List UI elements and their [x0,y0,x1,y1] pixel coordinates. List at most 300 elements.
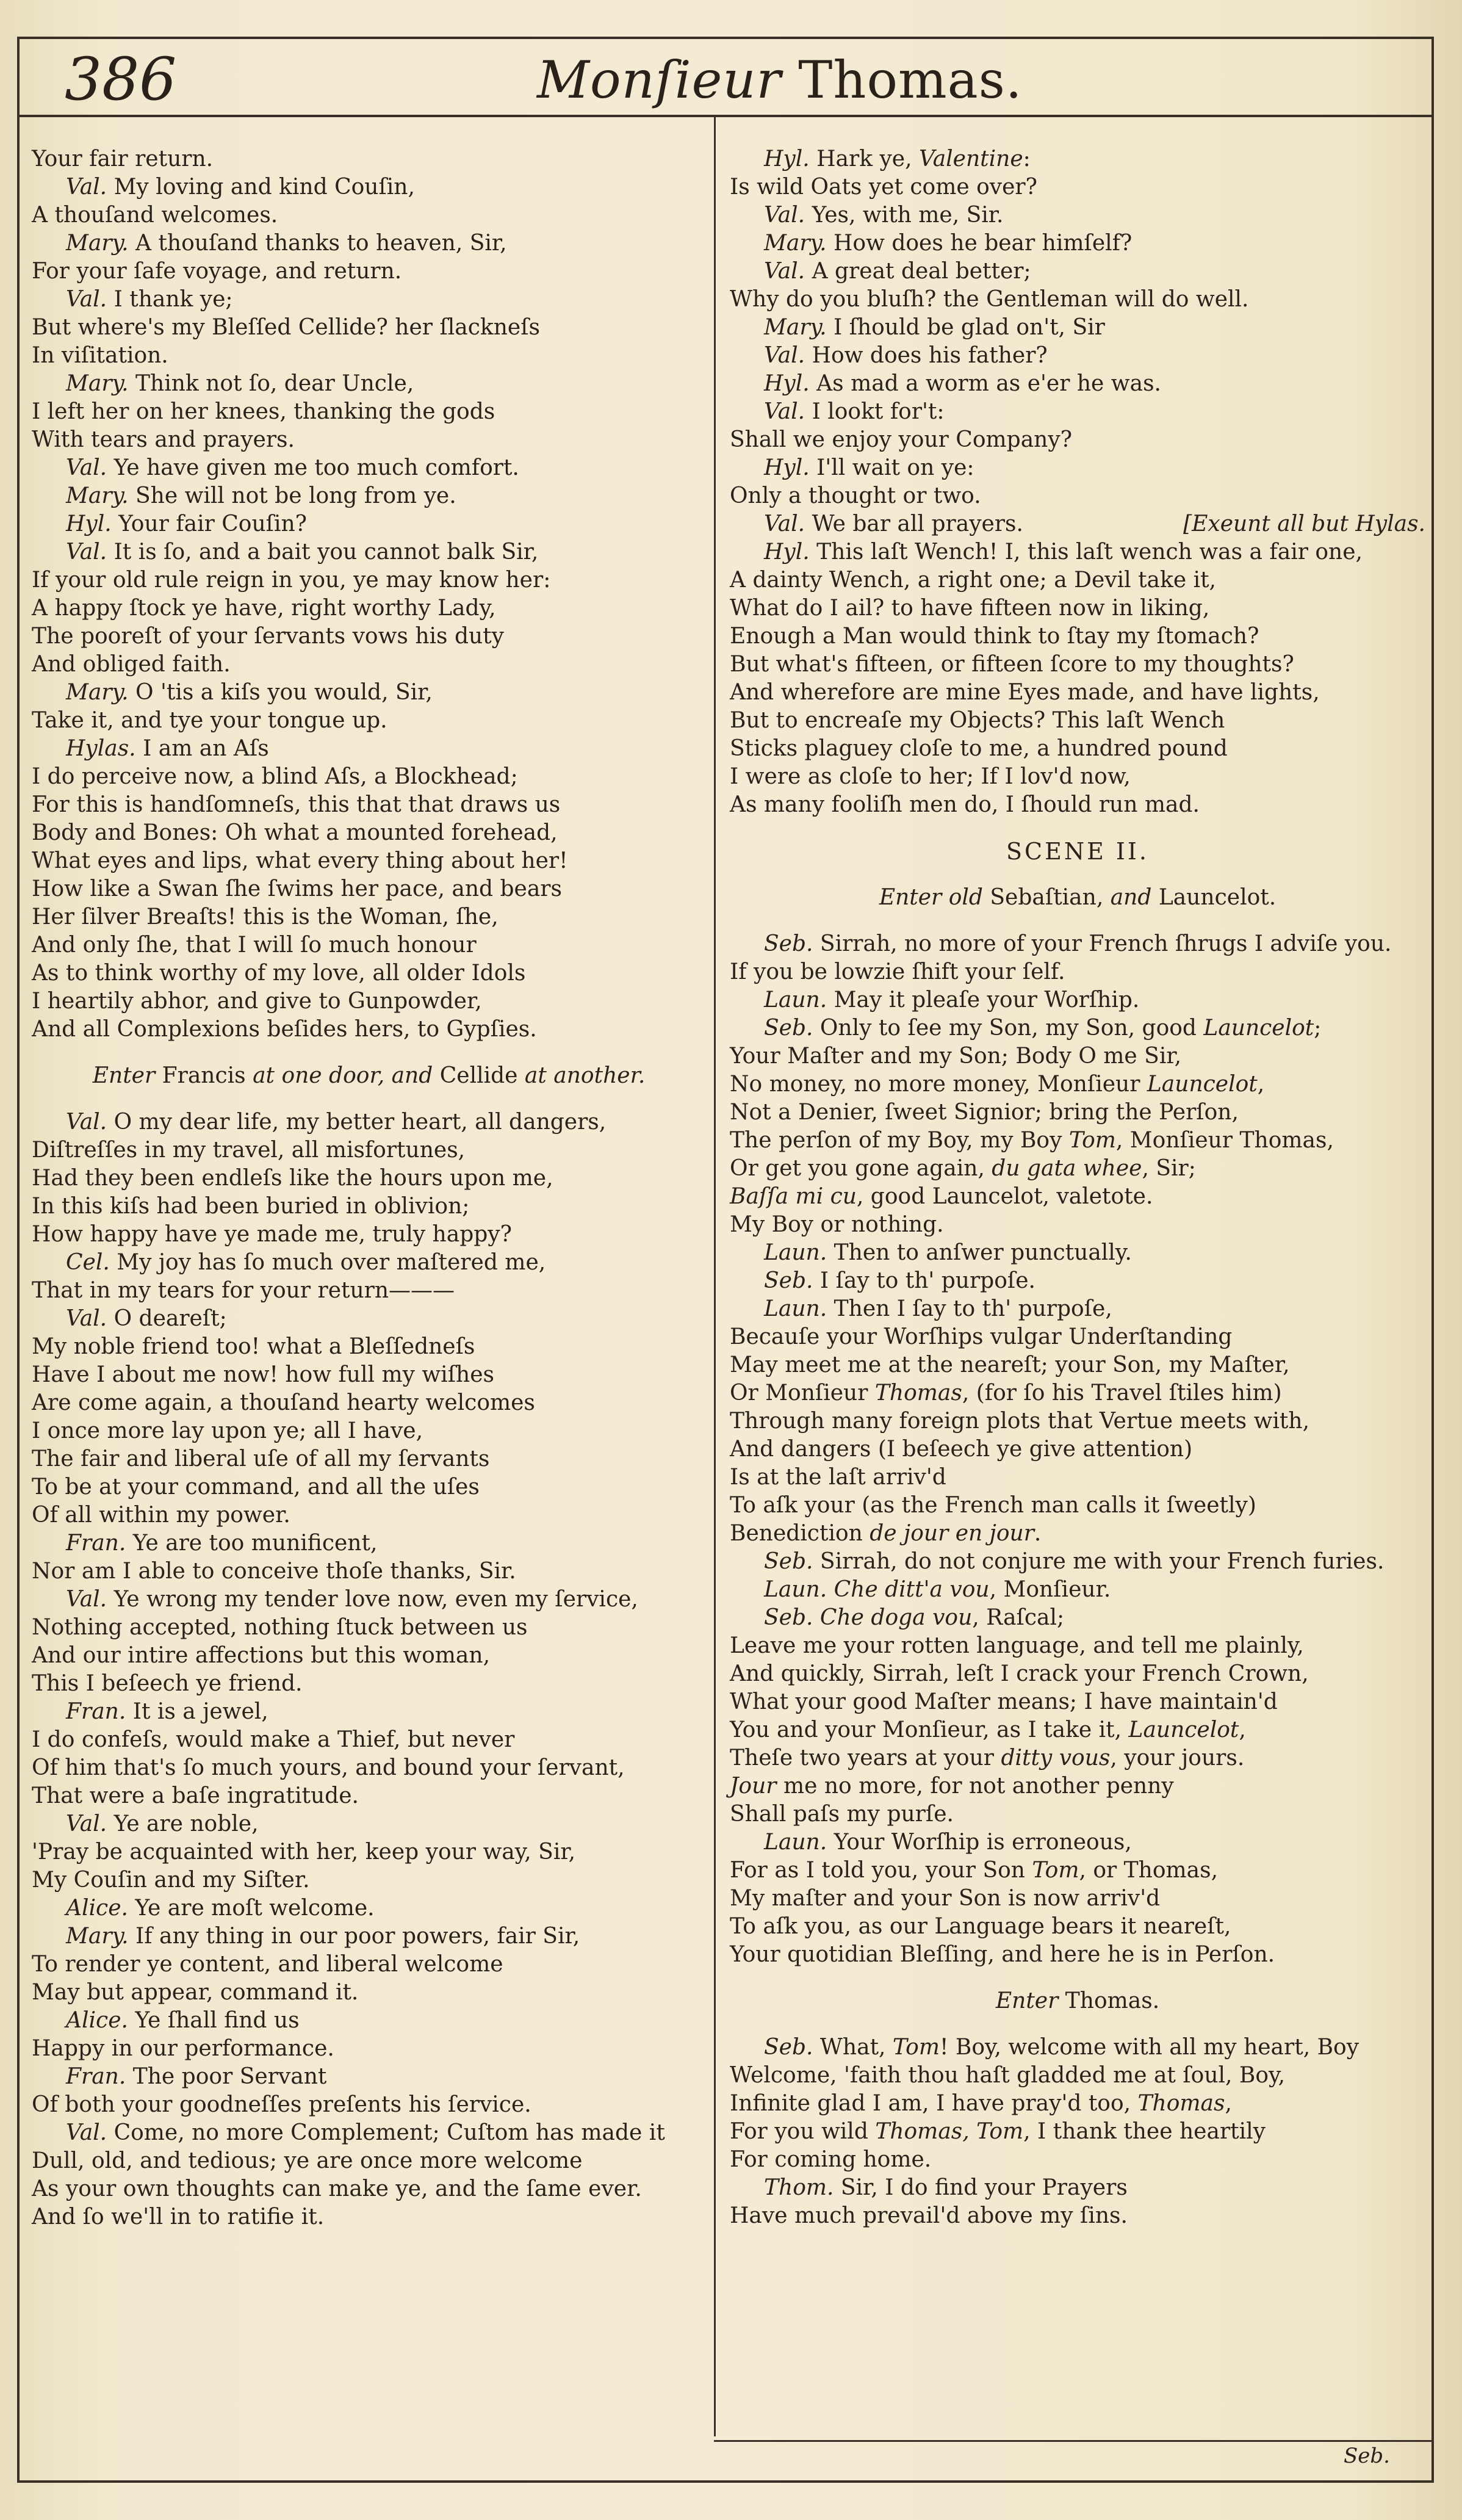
verse-line [730,1351,1425,1379]
verse-line [32,594,706,623]
speaker-name: Laun. [764,1830,827,1855]
verse-line [32,763,706,791]
line-text: A thouſand thanks to heaven, Sir, [128,231,507,256]
speech-line [32,1529,706,1558]
line-text: And only ſhe, that I will ſo much honour [32,933,477,958]
line-text: And dangers (I beſeech ye give attention) [730,1437,1193,1462]
verse-line [32,426,706,454]
speech-line [32,1894,706,1922]
verse-line [32,707,706,735]
verse-line [730,1127,1425,1155]
speaker-name: Val. [66,2120,107,2145]
speaker-name: Alice. [66,1896,128,1921]
footer-rule [714,2440,1431,2442]
verse-line [32,875,706,903]
right-column [730,145,1425,2230]
italic-name: Jour [730,1774,777,1799]
line-text: And obliged faith. [32,652,231,677]
line-text: How like a Swan ſhe ſwims her pace, and bears [32,876,562,901]
stage-direction-part: and [1103,885,1159,910]
line-text: You and your Monſieur, as I take it, [730,1717,1129,1742]
verse-line [32,1726,706,1754]
line-text: But to encreaſe my Objects? This laſt Wench [730,708,1225,733]
line-text-tail: , Monſieur Thomas, [1115,1128,1334,1153]
line-text-tail: , Sir; [1142,1156,1196,1181]
verse-line [32,1951,706,1979]
verse-line [32,2091,706,2119]
verse-line [32,791,706,819]
stage-direction-part: Cellide [439,1063,518,1088]
speech-line [32,454,706,482]
verse-line [730,2090,1425,2118]
catchword: Seb. [1344,2444,1390,2468]
speaker-name: Mary. [66,680,129,705]
speech-line [730,1014,1425,1042]
italic-name: Launcelot [1128,1717,1239,1742]
line-text: How does his father? [805,343,1048,368]
line-text-tail: ; [1314,1016,1322,1041]
verse-line [32,201,706,229]
verse-line [730,1042,1425,1070]
line-text: And quickly, Sirrah, leſt I crack your French Crown, [730,1661,1309,1686]
verse-line [32,1838,706,1866]
speech-line [32,2063,706,2091]
line-text: I were as cloſe to her; If I lov'd now, [730,764,1131,789]
line-text-tail: , [1239,1717,1246,1742]
line-text-tail: , your jours. [1110,1746,1245,1771]
speaker-name: Mary. [66,1924,129,1949]
stage-direction-part: at another. [517,1063,646,1088]
verse-line [32,1193,706,1221]
verse-line [32,651,706,679]
speaker-name: Val. [764,343,805,368]
line-text: What your good Maſter means; I have maintain'd [730,1689,1278,1714]
speech-line [730,314,1425,342]
verse-line [32,2203,706,2231]
speaker-name: Hyl. [764,371,810,396]
verse-line [32,1670,706,1698]
line-text: Your fair Couſin? [111,511,307,536]
line-text: Ye are too munificent, [126,1531,378,1556]
line-text: Welcome, 'faith thou haſt gladded me at ſoul, Boy, [730,2063,1286,2088]
italic-name: Che ditt'a vou [834,1577,990,1602]
speech-line [730,145,1425,173]
verse-line [32,1782,706,1810]
verse-line [32,1979,706,2007]
verse-line [32,1136,706,1164]
line-text: This I beſeech ye friend. [32,1671,303,1696]
line-text: A dainty Wench, a right one; a Devil take it, [730,568,1216,593]
speaker-name: Val. [66,1110,107,1135]
verse-line [32,1016,706,1044]
verse-line [730,2146,1425,2174]
line-text: As to think worthy of my love, all older Idols [32,961,526,986]
verse-line [730,482,1425,510]
verse-line [730,1407,1425,1435]
verse-line [32,623,706,651]
line-text: Take it, and tye your tongue up. [32,708,387,733]
line-text: Happy in our performance. [32,2036,334,2061]
line-text: She will not be long from ye. [128,483,456,508]
speech-line [32,2119,706,2147]
line-text [827,1577,834,1602]
line-text: How happy have ye made me, truly happy? [32,1222,512,1247]
line-text: I lookt for't: [805,399,945,424]
italic-name: Che doga vou [819,1605,973,1630]
speaker-name: Alice. [66,2008,128,2033]
speaker-name: Fran. [66,1699,126,1724]
line-text-tail: . [1034,1521,1042,1546]
line-text: No money, no more money, Monſieur [730,1072,1147,1097]
line-text: My noble friend too! what a Bleſſedneſs [32,1334,475,1359]
speech-line [32,679,706,707]
line-text: Your Maſter and my Son; Body O me Sir, [730,1044,1182,1069]
verse-line [32,258,706,286]
running-title-roman: Thomas. [781,50,1023,110]
line-text: It is a jewel, [126,1699,268,1724]
line-text-tail: , I thank thee heartily [1023,2119,1266,2144]
verse-line [32,959,706,987]
line-text: Dull, old, and tedious; ye are once more welcome [32,2148,583,2173]
verse-line [32,987,706,1016]
line-text-tail: , [1257,1072,1265,1097]
speech-line [32,735,706,763]
stage-direction-part: Enter [92,1063,162,1088]
line-text: As mad a worm as e'er he was. [809,371,1162,396]
line-text: Your fair return. [32,146,214,171]
speaker-name: Seb. [764,1549,813,1574]
speaker-name: Val. [764,399,805,424]
line-text: I ſhould be glad on't, Sir [826,315,1105,340]
verse-line [730,594,1425,623]
speech-line [730,201,1425,229]
line-text: Sticks plaguey cloſe to me, a hundred pound [730,736,1228,761]
line-text: And ſo we'll in to ratifie it. [32,2204,325,2229]
verse-line [730,1323,1425,1351]
speech-line [32,1810,706,1838]
stage-direction-part: Sebaſtian, [990,885,1104,910]
line-text: Sirrah, do not conjure me with your French furies. [813,1549,1385,1574]
column-divider [714,117,716,2436]
speaker-name: Val. [66,1306,107,1331]
line-text: Only a thought or two. [730,483,981,508]
verse-line [32,1754,706,1782]
line-text: For coming home. [730,2147,932,2172]
verse-line [730,2062,1425,2090]
line-text-tail: me no more, for not another penny [776,1774,1174,1799]
speaker-name: Val. [764,259,805,284]
spacer [730,912,1425,930]
speech-line [32,1249,706,1277]
speech-line [32,173,706,201]
line-text: The poor Servant [126,2064,327,2089]
line-text: Or get you gone again, [730,1156,992,1181]
line-text: Ye are noble, [107,1811,259,1836]
verse-line [32,566,706,594]
verse-line [32,1389,706,1417]
line-text: May meet me at the neareſt; your Son, my Maſter, [730,1352,1290,1377]
speech-line [730,229,1425,258]
speaker-name: Val. [66,540,107,565]
line-text: To aſk your (as the French man calls it ſweetly) [730,1493,1256,1518]
verse-line [730,2118,1425,2146]
speaker-name: Laun. [764,1577,827,1602]
verse-line [32,819,706,847]
header-rule [17,115,1431,117]
speaker-name: Hylas. [66,736,136,761]
line-text: Hark ye, [809,146,919,171]
verse-line [32,1221,706,1249]
line-text: Her ſilver Breaſts! this is the Woman, ſhe, [32,904,499,930]
line-text: To be at your command, and all the uſes [32,1475,480,1500]
italic-name: du gata whee [992,1156,1142,1181]
speech-line [32,229,706,258]
line-text: Nothing accepted, nothing ſtuck between us [32,1615,528,1640]
verse-line [730,958,1425,986]
stage-direction-part: at one door, and [245,1063,440,1088]
stage-direction-part: Francis [162,1063,246,1088]
speaker-name: Val. [66,455,107,480]
line-text: I'll wait on ye: [809,455,974,480]
line-text: I am an Aſs [135,736,269,761]
speaker-name: Hyl. [66,511,112,536]
line-text: Or Monſieur [730,1381,875,1406]
verse-line [32,1614,706,1642]
speaker-name: Hyl. [764,455,810,480]
line-text: Your Worſhip is erroneous, [827,1830,1132,1855]
italic-name: Tom [1068,1128,1116,1153]
line-text: Have much prevail'd above my ſins. [730,2203,1128,2228]
verse-line [730,1885,1425,1913]
line-text: For as I told you, your Son [730,1858,1032,1883]
italic-name: Tom [1032,1858,1079,1883]
speaker-name: Mary. [764,315,827,340]
verse-line [730,791,1425,819]
line-text: I do confeſs, would make a Thief, but never [32,1727,515,1752]
verse-line [730,651,1425,679]
verse-line [730,286,1425,314]
line-text: And all Complexions beſides hers, to Gypſies. [32,1017,537,1042]
line-text: In this kiſs had been buried in oblivion; [32,1194,470,1219]
italic-name: Launcelot [1203,1016,1314,1041]
verse-line [32,1361,706,1389]
verse-line [730,1744,1425,1772]
line-text: O my dear life, my better heart, all dangers, [107,1110,607,1135]
verse-line [32,1277,706,1305]
line-text: That were a baſe ingratitude. [32,1783,359,1808]
spacer [730,819,1425,837]
verse-line [32,931,706,959]
verse-line [32,903,706,931]
speech-line [730,1267,1425,1295]
stage-direction [32,1062,706,1090]
line-text-tail: , Monſieur. [989,1577,1111,1602]
speech-line [32,1305,706,1333]
stage-direction-part: Enter old [879,885,990,910]
line-text: What, [813,2035,893,2060]
speech-line [730,370,1425,398]
speech-line [730,986,1425,1014]
speech-line [730,510,1425,538]
verse-line [730,1772,1425,1800]
speaker-name: Val. [66,1811,107,1836]
line-text-tail: , [1225,2091,1232,2116]
speech-line [730,454,1425,482]
speech-line [730,1239,1425,1267]
verse-line [32,2175,706,2203]
line-text: May it pleaſe your Worſhip. [827,987,1140,1013]
verse-line [730,426,1425,454]
line-text: My maſter and your Son is now arriv'd [730,1886,1161,1911]
line-text: Ye ſhall find us [128,2008,300,2033]
line-text: A happy ſtock ye have, right worthy Lady, [32,596,496,621]
verse-line [32,847,706,875]
line-text: Come, no more Complement; Cuſtom has made it [107,2120,665,2145]
line-text: We bar all prayers. [805,511,1023,536]
verse-line [730,707,1425,735]
line-text-tail: : [1023,146,1031,171]
stage-direction [730,884,1425,912]
speech-line [730,538,1425,566]
speaker-name: Val. [764,511,805,536]
line-text: Shall we enjoy your Company? [730,427,1072,452]
line-text: For your ſafe voyage, and return. [32,259,402,284]
line-text: Enough a Man would think to ſtay my ſtomach? [730,624,1259,649]
line-text: The fair and liberal uſe of all my ſervants [32,1446,490,1471]
line-text: My joy has ſo much over maſtered me, [109,1250,546,1275]
line-text: Then I ſay to th' purpoſe, [827,1296,1112,1321]
verse-line [730,623,1425,651]
verse-line [730,735,1425,763]
stage-direction-part: Thomas. [1065,1988,1160,2013]
verse-line [730,566,1425,594]
verse-line [730,1435,1425,1464]
verse-line [32,1866,706,1894]
line-text: Sirrah, no more of your French ſhrugs I adviſe you. [813,931,1392,956]
line-text: My loving and kind Couſin, [107,175,415,200]
speaker-name: Fran. [66,1531,126,1556]
line-text: With tears and prayers. [32,427,295,452]
speaker-name: Hyl. [764,540,810,565]
line-text: I heartily abhor, and give to Gunpowder, [32,989,482,1014]
verse-line [32,2035,706,2063]
stage-direction-part: Enter [995,1988,1065,2013]
line-text: This laſt Wench! I, this laſt wench was a fair one, [809,540,1363,565]
running-title [537,46,1023,114]
line-text: I ſay to th' purpoſe. [813,1268,1035,1293]
line-text: Through many foreign plots that Vertue meets with, [730,1409,1310,1434]
speaker-name: Cel. [66,1250,110,1275]
italic-name: Baſſa mi cu [730,1184,857,1209]
line-text: To aſk you, as our Language bears it neareſt, [730,1914,1231,1939]
speaker-name: Laun. [764,1296,827,1321]
line-text: It is ſo, and a bait you cannot balk Sir, [107,540,539,565]
verse-line [730,1155,1425,1183]
exit-direction: [Exeunt all but Hylas. [1183,511,1425,536]
speaker-name: Val. [764,203,805,228]
verse-line [730,1660,1425,1688]
line-text: Of him that's ſo much yours, and bound your ſervant, [32,1755,625,1780]
line-text: Is wild Oats yet come over? [730,175,1037,200]
speech-line [32,1586,706,1614]
speaker-name: Laun. [764,987,827,1013]
speaker-name: Seb. [764,1605,813,1630]
verse-line [730,679,1425,707]
italic-name: Thomas [874,1381,962,1406]
line-text: If your old rule reign in you, ye may know her: [32,568,551,593]
line-text: Is at the laſt arriv'd [730,1465,946,1490]
speaker-name: Mary. [764,231,827,256]
italic-name: Valentine [919,146,1023,171]
speech-line [32,482,706,510]
verse-line [730,1464,1425,1492]
spacer [32,1090,706,1108]
line-text: How does he bear himſelf? [826,231,1133,256]
line-text: As many fooliſh men do, I ſhould run mad. [730,792,1200,817]
line-text: Then to anſwer punctually. [827,1240,1132,1265]
speaker-name: Mary. [66,231,129,256]
line-text: Only to ſee my Son, my Son, good [813,1016,1204,1041]
speech-line [730,2174,1425,2202]
line-text: Have I about me now! how full my wiſhes [32,1362,494,1387]
italic-name: Thomas [1137,2091,1225,2116]
line-text: O 'tis a kiſs you would, Sir, [128,680,433,705]
line-text: Benediction [730,1521,870,1546]
line-text: I once more lay upon ye; all I have, [32,1418,423,1443]
speaker-name: Val. [66,287,107,312]
line-text: Think not ſo, dear Uncle, [128,371,414,396]
line-text: Body and Bones: Oh what a mounted forehead, [32,820,558,845]
line-text: In viſitation. [32,343,168,368]
speaker-name: Thom. [764,2175,834,2200]
italic-name: Launcelot [1147,1072,1258,1097]
verse-line [730,1632,1425,1660]
line-text: And our intire affections but this woman, [32,1643,491,1668]
spacer [32,1044,706,1062]
line-text: Ye have given me too much comfort. [107,455,519,480]
speech-line [32,1698,706,1726]
verse-line [730,1379,1425,1407]
line-text-tail: , (for ſo his Travel ſtiles him) [962,1381,1282,1406]
line-text: Nor am I able to conceive thoſe thanks, Sir. [32,1559,516,1584]
line-text: For you wild [730,2119,876,2144]
speaker-name: Fran. [66,2064,126,2089]
speech-line [32,286,706,314]
verse-line [730,1941,1425,1969]
verse-line [730,1857,1425,1885]
verse-line [32,1445,706,1473]
line-text: Are come again, a thouſand hearty welcomes [32,1390,535,1415]
line-text: Yes, with me, Sir. [805,203,1004,228]
speaker-name: Laun. [764,1240,827,1265]
line-text: Ye are moſt welcome. [128,1896,375,1921]
line-text: What eyes and lips, what every thing about her! [32,848,568,873]
line-text: Why do you bluſh? the Gentleman will do well. [730,287,1249,312]
line-text: My Boy or nothing. [730,1212,944,1237]
line-text-tail: , or Thomas, [1079,1858,1219,1883]
verse-line [730,1492,1425,1520]
line-text: Your quotidian Bleſſing, and here he is in Perſon. [730,1942,1275,1967]
speech-line [730,342,1425,370]
speech-line [730,1829,1425,1857]
line-text [813,1605,819,1630]
verse-line [32,1642,706,1670]
speech-line [730,930,1425,958]
line-text: But what's fifteen, or fifteen ſcore to my thoughts? [730,652,1294,677]
speech-line [32,510,706,538]
verse-line [730,1716,1425,1744]
line-text: The pooreſt of your ſervants vows his duty [32,624,504,649]
